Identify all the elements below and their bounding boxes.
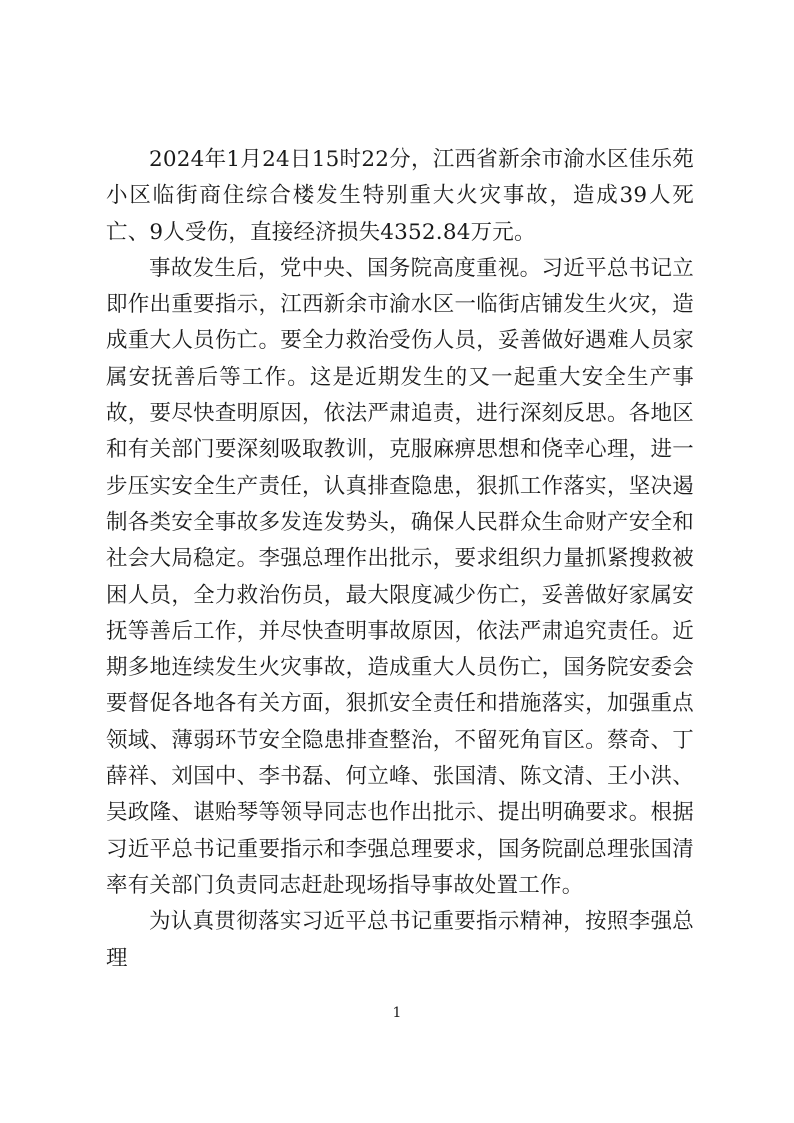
page-number: 1 (392, 1005, 402, 1021)
paragraph-leadership-response: 事故发生后，党中央、国务院高度重视。习近平总书记立即作出重要指示，江西新余市渝水区一临街店铺发生火灾，造成重大人员伤亡。要全力救治受伤人员，妥善做好遇难人员家属安抚善后等工作。这是近期发生的又一起重大安全生产事故，要尽快查明原因，依法严肃追责，进行深刻反思。各地区和有关部门要深刻吸取教训，克服麻痹思想和侥幸心理，进一步压实安全生产责任，认真排查隐患，狠抓工作落实，坚决遏制各类安全事故多发连发势头，确保人民群众生命财产安全和社会大局稳定。李强总理作出批示，要求组织力量抓紧搜救被困人员，全力救治伤员，最大限度减少伤亡，妥善做好家属安抚等善后工作，并尽快查明事故原因，依法严肃追究责任。近期多地连续发生火灾事故，造成重大人员伤亡，国务院安委会要督促各地各有关方面，狠抓安全责任和措施落实，加强重点领域、薄弱环节安全隐患排查整治，不留死角盲区。蔡奇、丁薛祥、刘国中、李书磊、何立峰、张国清、陈文清、王小洪、吴政隆、谌贻琴等领导同志也作出批示、提出明确要求。根据习近平总书记重要指示和李强总理要求，国务院副总理张国清率有关部门负责同志赶赴现场指导事故处置工作。 (106, 255, 694, 898)
paragraph-incident-summary: 2024年1月24日15时22分，江西省新余市渝水区佳乐苑小区临街商住综合楼发生特别重大火灾事故，造成39人死亡、9人受伤，直接经济损失4352.84万元。 (106, 147, 694, 245)
document-body (106, 142, 694, 977)
paragraph-implementation: 为认真贯彻落实习近平总书记重要指示精神，按照李强总理 (106, 909, 694, 971)
